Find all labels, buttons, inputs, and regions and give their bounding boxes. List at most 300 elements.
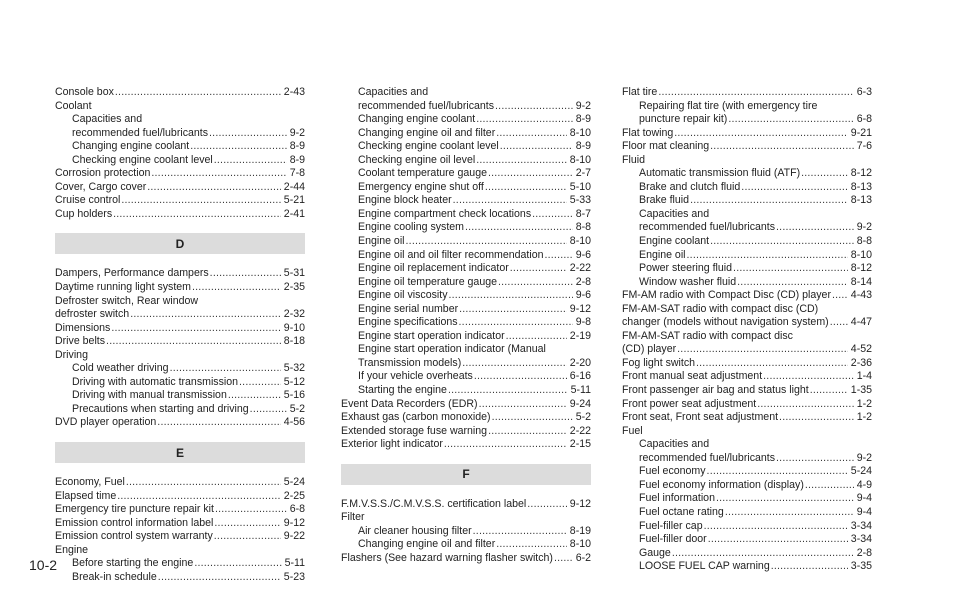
dot-leader [190, 140, 286, 154]
entry-page-reference: 5-31 [283, 267, 305, 280]
entry-page-reference: 2-22 [569, 424, 591, 437]
index-subentry [341, 343, 591, 357]
entry-label: defroster switch [55, 308, 130, 321]
entry-label: Daytime running light system [55, 281, 192, 294]
entry-page-reference: 5-23 [283, 570, 305, 583]
entry-page-reference: 8-18 [283, 335, 305, 348]
entry-page-reference: 8-10 [569, 538, 591, 551]
entry-label: F.M.V.S.S./C.M.V.S.S. certification label [341, 497, 527, 510]
entry-label: Changing engine coolant [72, 140, 190, 153]
dot-leader [406, 235, 567, 249]
entry-label: Fuel information [639, 492, 715, 505]
entry-label: Fuel economy information (display) [639, 478, 804, 491]
entry-page-reference: 2-15 [569, 438, 591, 451]
entry-page-reference: 8-10 [569, 153, 591, 166]
dot-leader [500, 140, 573, 154]
entry-page-reference: 2-8 [856, 546, 872, 559]
dot-leader [214, 517, 280, 531]
index-entry [55, 517, 305, 531]
entry-label: Driving [55, 348, 88, 361]
entry-page-reference: 2-43 [283, 86, 305, 98]
index-entry [622, 303, 872, 317]
index-entry [622, 154, 872, 168]
index-subentry [622, 221, 872, 235]
index-subentry [341, 113, 591, 127]
entry-page-reference: 8-13 [850, 194, 872, 207]
dot-leader [479, 398, 567, 412]
entry-label: Flat tire [622, 86, 658, 98]
entry-page-reference: 5-2 [575, 411, 591, 424]
entry-label: Floor mat cleaning [622, 140, 710, 153]
entry-page-reference: 8-10 [569, 235, 591, 248]
entry-label: Front seat, Front seat adjustment [622, 411, 779, 424]
dot-leader [192, 281, 281, 295]
entry-page-reference: 5-24 [850, 465, 872, 478]
index-entry [341, 398, 591, 412]
index-subentry [341, 235, 591, 249]
entry-page-reference: 2-35 [283, 281, 305, 294]
index-subentry [341, 181, 591, 195]
dot-leader [111, 322, 280, 336]
entry-page-reference: 7-6 [856, 140, 872, 153]
index-subentry [622, 194, 872, 208]
dot-leader [209, 127, 287, 141]
index-subentry [55, 154, 305, 168]
entry-page-reference: 8-12 [850, 262, 872, 275]
dot-leader [444, 438, 567, 452]
dot-leader [498, 276, 573, 290]
entry-label: If your vehicle overheats [358, 370, 473, 383]
dot-leader [690, 194, 848, 208]
dot-leader [741, 181, 848, 195]
entry-label: Checking engine oil level [358, 153, 476, 166]
entry-page-reference: 9-6 [575, 289, 591, 302]
dot-leader [488, 425, 567, 439]
index-entry [55, 181, 305, 195]
entry-page-reference: 1-35 [850, 384, 872, 397]
index-subentry [622, 181, 872, 195]
entry-page-reference: 6-3 [856, 86, 872, 98]
dot-leader [459, 303, 567, 317]
entry-page-reference: 8-10 [850, 248, 872, 261]
index-entry [622, 86, 872, 100]
entry-label: Console box [55, 86, 114, 98]
index-subentry [341, 140, 591, 154]
entry-page-reference: 4-47 [850, 316, 872, 329]
entry-page-reference: 2-20 [569, 356, 591, 369]
dot-leader [492, 411, 573, 425]
entry-label: Economy, Fuel [55, 476, 125, 489]
dot-leader [210, 267, 281, 281]
index-entry [55, 194, 305, 208]
entry-page-reference: 5-11 [284, 557, 305, 570]
index-subentry [341, 303, 591, 317]
dot-leader [658, 86, 853, 100]
entry-page-reference: 3-35 [850, 560, 872, 573]
entry-page-reference: 5-12 [283, 375, 305, 388]
entry-label: DVD player operation [55, 416, 157, 429]
index-subentry [55, 557, 305, 571]
entry-label: Repairing flat tire (with emergency tire [639, 99, 818, 112]
entry-page-reference: 2-25 [283, 489, 305, 502]
entry-label: Precautions when starting and driving [72, 402, 249, 415]
entry-page-reference: 9-2 [575, 99, 591, 112]
entry-label: Driving with automatic transmission [72, 375, 239, 388]
entry-page-reference: 5-24 [283, 476, 305, 489]
index-entry [341, 425, 591, 439]
entry-page-reference: 1-2 [856, 397, 872, 410]
index-subentry [622, 113, 872, 127]
dot-leader [704, 520, 848, 534]
page-number: 10-2 [29, 557, 58, 573]
entry-page-reference: 5-21 [283, 194, 305, 207]
index-entry [55, 322, 305, 336]
entry-label: Elapsed time [55, 489, 117, 502]
index-subentry [55, 140, 305, 154]
entry-page-reference: 2-36 [850, 356, 872, 369]
index-entry [341, 511, 591, 525]
entry-label: Dampers, Performance dampers [55, 267, 209, 280]
dot-leader [214, 530, 281, 544]
section-letter-band: D [55, 233, 305, 254]
index-entry [622, 127, 872, 141]
dot-leader [473, 525, 567, 539]
entry-label: LOOSE FUEL CAP warning [639, 560, 770, 573]
dot-leader [462, 357, 567, 371]
index-subentry [622, 560, 872, 574]
dot-leader [113, 208, 281, 222]
index-subentry [622, 465, 872, 479]
entry-page-reference: 9-2 [856, 451, 872, 464]
entry-label: Flashers (See hazard warning flasher switch) [341, 551, 553, 564]
entry-label: Front passenger air bag and status light [622, 384, 809, 397]
index-subentry [622, 520, 872, 534]
index-subentry [341, 357, 591, 371]
index-entry [55, 490, 305, 504]
entry-page-reference: 9-2 [856, 221, 872, 234]
entry-label: (CD) player [622, 343, 677, 356]
dot-leader [506, 330, 567, 344]
entry-label: Emergency tire puncture repair kit [55, 503, 214, 516]
entry-page-reference: 4-56 [283, 416, 305, 429]
entry-page-reference: 8-9 [289, 140, 305, 153]
entry-page-reference: 8-9 [575, 140, 591, 153]
entry-label: Engine oil replacement indicator [358, 262, 509, 275]
entry-page-reference: 9-22 [283, 530, 305, 543]
index-subentry [622, 533, 872, 547]
index-subentry [341, 538, 591, 552]
entry-page-reference: 8-19 [569, 524, 591, 537]
entry-page-reference: 8-12 [850, 167, 872, 180]
entry-label: Cup holders [55, 207, 113, 220]
index-subentry [341, 154, 591, 168]
entry-page-reference: 9-24 [569, 397, 591, 410]
dot-leader [214, 154, 287, 168]
entry-label: changer (models without navigation system) [622, 316, 829, 329]
index-subentry [55, 376, 305, 390]
dot-leader [805, 479, 854, 493]
dot-leader [459, 316, 573, 330]
entry-page-reference: 9-4 [856, 505, 872, 518]
entry-label: Emission control system warranty [55, 530, 213, 543]
dot-leader [710, 235, 854, 249]
dot-leader [532, 208, 573, 222]
entry-label: Cold weather driving [72, 362, 169, 375]
entry-label: Emission control information label [55, 516, 214, 529]
index-entry [622, 343, 872, 357]
entry-label: Checking engine coolant level [72, 153, 213, 166]
dot-leader [488, 167, 573, 181]
index-entry [55, 167, 305, 181]
index-entry [622, 357, 872, 371]
entry-label: Engine [55, 543, 88, 556]
entry-label: recommended fuel/lubricants [72, 126, 209, 139]
dot-leader [716, 492, 854, 506]
section-letter-band: F [341, 464, 591, 485]
entry-page-reference: 8-13 [850, 180, 872, 193]
dot-leader [674, 127, 848, 141]
dot-leader [708, 533, 848, 547]
entry-page-reference: 9-8 [575, 316, 591, 329]
dot-leader [170, 362, 281, 376]
entry-label: Brake fluid [639, 194, 690, 207]
dot-leader [832, 289, 848, 303]
index-subentry [55, 571, 305, 585]
entry-label: recommended fuel/lubricants [358, 99, 495, 112]
dot-leader [476, 154, 567, 168]
entry-label: FM-AM-SAT radio with compact disc [622, 329, 793, 342]
entry-label: Cruise control [55, 194, 121, 207]
dot-leader [158, 571, 281, 585]
entry-label: Engine block heater [358, 194, 452, 207]
entry-page-reference: 8-14 [850, 275, 872, 288]
entry-label: Break-in schedule [72, 570, 157, 583]
entry-label: Cover, Cargo cover [55, 180, 147, 193]
dot-leader [130, 308, 281, 322]
entry-label: Capacities and [639, 438, 710, 451]
index-subentry [341, 208, 591, 222]
entry-label: Power steering fluid [639, 262, 733, 275]
dot-leader [776, 221, 854, 235]
dot-leader [672, 547, 854, 561]
index-subentry [622, 208, 872, 222]
index-subentry [341, 262, 591, 276]
index-subentry [341, 384, 591, 398]
entry-page-reference: 9-10 [283, 321, 305, 334]
index-entry [622, 411, 872, 425]
entry-label: Driving with manual transmission [72, 389, 227, 402]
entry-label: Transmission models) [358, 356, 462, 369]
entry-label: Corrosion protection [55, 167, 151, 180]
index-subentry [622, 167, 872, 181]
entry-page-reference: 1-4 [856, 370, 872, 383]
entry-page-reference: 1-2 [856, 411, 872, 424]
entry-page-reference: 2-19 [569, 329, 591, 342]
dot-leader [779, 411, 854, 425]
index-subentry [622, 506, 872, 520]
section-letter-band: E [55, 442, 305, 463]
dot-leader [496, 127, 567, 141]
entry-label: Engine oil temperature gauge [358, 275, 497, 288]
entry-label: Drive belts [55, 335, 106, 348]
entry-label: Engine start operation indicator (Manual [358, 343, 546, 356]
index-entry [341, 552, 591, 566]
entry-page-reference: 3-34 [850, 519, 872, 532]
index-entry [622, 370, 872, 384]
dot-leader [687, 249, 848, 263]
entry-label: recommended fuel/lubricants [639, 451, 776, 464]
dot-leader [801, 167, 848, 181]
entry-label: Automatic transmission fluid (ATF) [639, 167, 801, 180]
entry-page-reference: 9-2 [289, 126, 305, 139]
dot-leader [725, 506, 854, 520]
index-entry [341, 498, 591, 512]
index-subentry [341, 221, 591, 235]
entry-label: Engine oil [639, 248, 686, 261]
dot-leader [147, 181, 281, 195]
dot-leader [527, 498, 567, 512]
index-entry [622, 316, 872, 330]
index-subentry [341, 289, 591, 303]
dot-leader [737, 276, 848, 290]
entry-label: Engine cooling system [358, 221, 464, 234]
entry-label: Fuel-filler cap [639, 519, 703, 532]
entry-label: Checking engine coolant level [358, 140, 499, 153]
index-entry [55, 86, 305, 100]
entry-label: Before starting the engine [72, 557, 194, 570]
entry-page-reference: 5-16 [283, 389, 305, 402]
entry-page-reference: 8-9 [289, 153, 305, 166]
entry-label: FM-AM-SAT radio with compact disc (CD) [622, 302, 819, 315]
entry-page-reference: 2-41 [283, 207, 305, 220]
entry-label: Brake and clutch fluid [639, 180, 741, 193]
entry-page-reference: 5-32 [283, 362, 305, 375]
entry-page-reference: 9-12 [283, 516, 305, 529]
entry-page-reference: 9-4 [856, 492, 872, 505]
entry-page-reference: 8-10 [569, 126, 591, 139]
entry-label: Gauge [639, 546, 671, 559]
entry-label: Changing engine oil and filter [358, 538, 496, 551]
dot-leader [707, 465, 848, 479]
dot-leader [250, 403, 287, 417]
entry-page-reference: 5-2 [289, 402, 305, 415]
entry-page-reference: 2-44 [283, 180, 305, 193]
entry-page-reference: 4-9 [856, 478, 872, 491]
index-subentry [341, 167, 591, 181]
index-entry [55, 503, 305, 517]
index-entry [55, 349, 305, 363]
dot-leader [228, 389, 281, 403]
index-subentry [341, 316, 591, 330]
dot-leader [710, 140, 854, 154]
entry-label: Fuel octane rating [639, 505, 724, 518]
index-subentry [341, 525, 591, 539]
index-column-1 [55, 86, 305, 584]
index-subentry [55, 113, 305, 127]
index-subentry [55, 389, 305, 403]
entry-page-reference: 8-7 [575, 207, 591, 220]
index-entry [55, 544, 305, 558]
entry-page-reference: 4-43 [850, 289, 872, 302]
index-entry [55, 100, 305, 114]
dot-leader [126, 476, 281, 490]
index-subentry [622, 249, 872, 263]
index-subentry [341, 276, 591, 290]
entry-page-reference: 2-7 [575, 167, 591, 180]
dot-leader [510, 262, 567, 276]
dot-leader [696, 357, 848, 371]
entry-label: Capacities and [72, 113, 143, 126]
index-entry [622, 289, 872, 303]
entry-label: Extended storage fuse warning [341, 424, 488, 437]
index-entry [55, 281, 305, 295]
index-subentry [341, 86, 591, 100]
entry-label: Starting the engine [358, 384, 447, 397]
entry-page-reference: 2-8 [575, 275, 591, 288]
index-subentry [622, 547, 872, 561]
index-subentry [622, 235, 872, 249]
dot-leader [474, 370, 567, 384]
index-entry [341, 438, 591, 452]
index-entry [622, 330, 872, 344]
index-entry [55, 335, 305, 349]
dot-leader [121, 194, 280, 208]
entry-page-reference: 6-8 [289, 503, 305, 516]
dot-leader [545, 249, 573, 263]
entry-page-reference: 2-22 [569, 262, 591, 275]
index-column-3 [622, 86, 872, 574]
entry-page-reference: 9-12 [569, 302, 591, 315]
entry-label: Emergency engine shut off [358, 180, 484, 193]
index-column-2 [341, 86, 591, 566]
index-subentry [55, 403, 305, 417]
entry-label: Front power seat adjustment [622, 397, 757, 410]
index-subentry [341, 127, 591, 141]
index-subentry [341, 330, 591, 344]
dot-leader [776, 452, 854, 466]
entry-page-reference: 3-34 [850, 533, 872, 546]
entry-label: Engine start operation indicator [358, 329, 505, 342]
index-subentry [622, 262, 872, 276]
dot-leader [115, 86, 281, 100]
entry-page-reference: 5-11 [570, 384, 591, 397]
entry-page-reference: 6-2 [575, 551, 591, 564]
dot-leader [757, 398, 853, 412]
dot-leader [194, 557, 281, 571]
dot-leader [733, 262, 848, 276]
entry-label: Fuel economy [639, 465, 706, 478]
index-subentry [622, 100, 872, 114]
index-subentry [622, 492, 872, 506]
entry-label: Event Data Recorders (EDR) [341, 397, 478, 410]
entry-label: Coolant temperature gauge [358, 167, 487, 180]
dot-leader [810, 384, 848, 398]
entry-label: Changing engine coolant [358, 113, 476, 126]
entry-label: Engine oil viscosity [358, 289, 448, 302]
entry-label: Fog light switch [622, 356, 696, 369]
entry-label: Window washer fluid [639, 275, 737, 288]
index-entry [55, 295, 305, 309]
dot-leader [771, 560, 848, 574]
index-subentry [55, 127, 305, 141]
entry-label: recommended fuel/lubricants [639, 221, 776, 234]
dot-leader [453, 194, 567, 208]
entry-label: FM-AM radio with Compact Disc (CD) player [622, 289, 831, 302]
index-entry [622, 398, 872, 412]
entry-page-reference: 2-32 [283, 308, 305, 321]
dot-leader [215, 503, 287, 517]
entry-page-reference: 5-10 [569, 180, 591, 193]
